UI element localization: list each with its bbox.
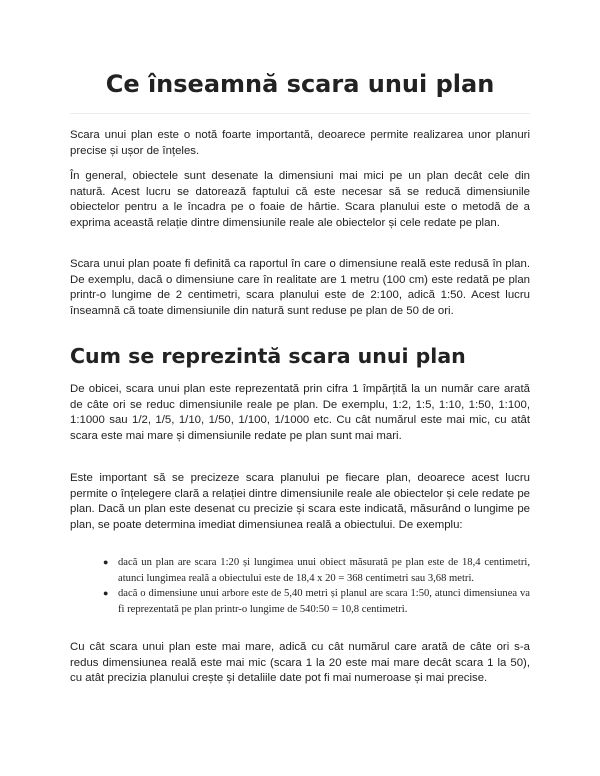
section-paragraph-1: De obicei, scara unui plan este reprezentată prin cifra 1 împărțită la un număr care arată de câte ori se reduc dimensiunile reale pe plan. De exemplu, 1:2, 1:5, 1:10, 1:50, 1:100, 1:1000 sau 1/2, 1/5, 1/10, 1/50, 1/100, 1/1000 etc. Cu cât numărul este mai mic, cu atât scara este mai mare și dimensiunile redate pe plan sunt mai mari.: [70, 383, 530, 442]
bullet-dot-icon: ●: [103, 588, 109, 598]
section-paragraph-2: Este important să se precizeze scara planului pe fiecare plan, deoarece acest lucru permite o înțelegere clară a relației dintre dimensiunile reale ale obiectelor și cele redate pe plan. Dacă un plan este desenat cu precizie și scara este indicată, măsurând o lungime pe plan, se poate determina imediat dimensiunea reală a obiectului. De exemplu:: [70, 472, 530, 531]
example-text-2: dacă o dimensiune unui arbore este de 5,40 metri și planul are scara 1:50, atunci dimensiunea va fi reprezentată pe plan printr-o lungime de 540:50 = 10,8 centimetri.: [118, 588, 530, 615]
page-title: Ce înseamnă scara unui plan: [105, 70, 495, 98]
bullet-dot-icon: ●: [103, 557, 109, 567]
closing-paragraph: Cu cât scara unui plan este mai mare, adică cu cât numărul care arată de câte ori s-a redus dimensiunea reală este mai mic (scara 1 la 20 este mai mare decât scara 1 la 50), cu atât precizia planului crește și detaliile date pot fi mai numeroase și mai precise.: [70, 641, 530, 685]
title-divider: [70, 113, 530, 114]
list-item: [103, 555, 530, 586]
intro-paragraph-2: În general, obiectele sunt desenate la dimensiuni mai mici pe un plan decât cele din natură. Acest lucru se datorează faptului că este necesar să se reducă dimensiunile obiectelor pentru a le încadra pe o foaie de hârtie. Scara planului este o metodă de a exprima această relație dintre dimensiunile reale ale obiectelor și cele redate pe plan.: [70, 170, 530, 229]
example-text-1: dacă un plan are scara 1:20 și lungimea unui obiect măsurată pe plan este de 18,4 centimetri, atunci lungimea reală a obiectului este de 18,4 x 20 = 368 centimetri sau 3,68 metri.: [118, 557, 530, 584]
section-heading: Cum se reprezintă scara unui plan: [70, 344, 466, 368]
intro-paragraph-1: Scara unui plan este o notă foarte importantă, deoarece permite realizarea unor planuri precise și ușor de înțeles.: [70, 129, 530, 157]
examples-list: [103, 555, 530, 617]
list-item: [103, 586, 530, 617]
intro-paragraph-3: Scara unui plan poate fi definită ca raportul în care o dimensiune reală este redusă în plan. De exemplu, dacă o dimensiune care în realitate are 1 metru (100 cm) este redată pe plan printr-o lungime de 2 centimetri, scara planului este de 2:100, adică 1:50. Acest lucru înseamnă că toate dimensiunile din natură sunt reduse pe plan de 50 de ori.: [70, 258, 530, 317]
